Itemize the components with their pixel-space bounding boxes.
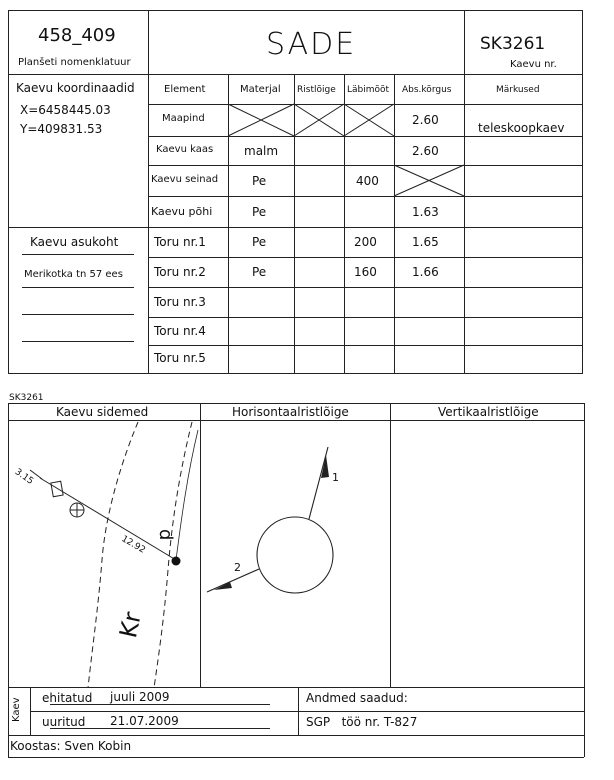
- row-material: Pe: [252, 174, 267, 188]
- row-element: Kaevu põhi: [151, 205, 213, 218]
- well-id: SK3261: [480, 34, 546, 54]
- pipe-point: [172, 557, 181, 566]
- sheet-code-label: Planšeti nomenklatuur: [18, 57, 131, 68]
- pipe-2-label: 2: [234, 561, 241, 574]
- coordinates-label: Kaevu koordinaadid: [16, 81, 135, 95]
- small-well-id: SK3261: [9, 393, 44, 403]
- footer-side-label: Kaev: [11, 697, 22, 722]
- col-header-elevation: Abs.kõrgus: [402, 85, 452, 95]
- row-elevation: 2.60: [412, 113, 439, 127]
- col-title-vertical: Vertikaalristlõige: [438, 405, 539, 419]
- row-elevation: 1.66: [412, 265, 439, 279]
- surveyed-label: uuritud: [42, 715, 86, 729]
- tie-line: [40, 478, 176, 560]
- dim-short-label: 3.15: [12, 467, 35, 487]
- well-circle: [257, 517, 333, 593]
- built-label: ehitatud: [42, 691, 93, 705]
- row-element: Maapind: [162, 113, 205, 124]
- well-id-label: Kaevu nr.: [510, 59, 557, 70]
- data-source-label: Andmed saadud:: [306, 691, 408, 705]
- square-marker: [51, 481, 63, 497]
- row-element: Kaevu kaas: [156, 144, 214, 155]
- horizontal-section: [207, 447, 333, 593]
- surveyed-value: 21.07.2009: [110, 714, 179, 728]
- coordinate-y: Y=409831.53: [20, 122, 103, 136]
- row-diameter: 400: [356, 174, 379, 188]
- col-header-element: Element: [164, 84, 206, 95]
- row-material: Pe: [252, 265, 267, 279]
- built-value: juuli 2009: [110, 690, 170, 704]
- road-edge-right: [154, 422, 192, 688]
- row-diameter: 200: [354, 235, 377, 249]
- location-label: Kaevu asukoht: [30, 235, 119, 249]
- data-source-value: SGP töö nr. T-827: [306, 715, 418, 729]
- row-element: Toru nr.2: [154, 265, 206, 279]
- pipe-2-arrow: [214, 582, 232, 590]
- page-title: SADE: [266, 27, 357, 62]
- row-elevation: 1.63: [412, 205, 439, 219]
- road-edge-left: [88, 422, 138, 688]
- col-header-cross-section: Ristlõige: [297, 85, 336, 95]
- dim-long-label: 12.92: [119, 534, 147, 556]
- row-elevation: 1.65: [412, 235, 439, 249]
- sheet-code: 458_409: [38, 25, 116, 46]
- col-title-horizontal: Horisontaalristlõige: [232, 405, 349, 419]
- col-header-remarks: Märkused: [496, 85, 540, 95]
- row-material: Pe: [252, 205, 267, 219]
- author: Koostas: Sven Kobin: [10, 739, 132, 753]
- row-remarks: teleskoopkaev: [478, 121, 565, 135]
- location-address: Merikotka tn 57 ees: [24, 269, 123, 280]
- row-element: Toru nr.4: [154, 324, 206, 338]
- pipe-1-line: [309, 447, 328, 519]
- col-header-diameter: Läbimõõt: [347, 85, 390, 95]
- col-title-connections: Kaevu sidemed: [56, 405, 149, 419]
- coordinate-x: X=6458445.03: [20, 103, 111, 117]
- row-diameter: 160: [354, 265, 377, 279]
- road-kr-label: Kr: [114, 609, 147, 641]
- pipe-2-line: [207, 569, 259, 592]
- site-sketch: [30, 422, 198, 688]
- row-element: Toru nr.3: [154, 295, 206, 309]
- pipe-d-label: d: [155, 529, 176, 541]
- row-element: Kaevu seinad: [151, 174, 219, 185]
- row-material: Pe: [252, 235, 267, 249]
- row-element: Toru nr.5: [154, 351, 206, 365]
- row-material: malm: [244, 144, 279, 158]
- row-elevation: 2.60: [412, 144, 439, 158]
- col-header-material: Materjal: [240, 84, 281, 95]
- pipe-1-label: 1: [332, 471, 339, 484]
- row-element: Toru nr.1: [154, 235, 206, 249]
